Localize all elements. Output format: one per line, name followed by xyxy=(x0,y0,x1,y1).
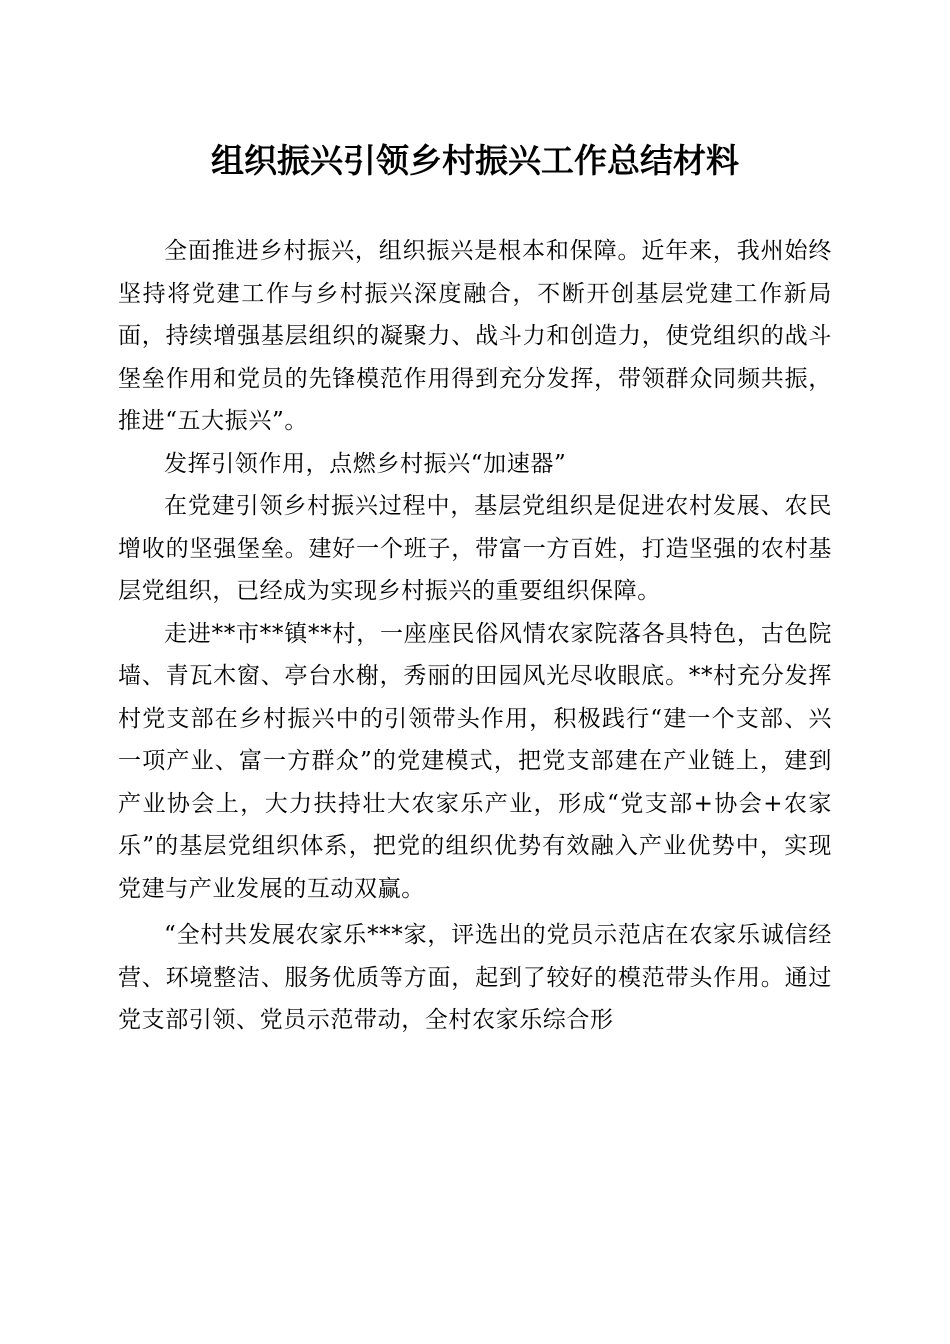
document-body xyxy=(118,230,832,1042)
paragraph-party-building: 在党建引领乡村振兴过程中，基层党组织是促进农村发展、农民增收的坚强堡垒。建好一个班子，带富一方百姓，打造坚强的农村基层党组织，已经成为实现乡村振兴的重要组织保障。 xyxy=(118,493,832,604)
paragraph-village-example: 走进**市**镇**村，一座座民俗风情农家院落各具特色，古色院墙、青瓦木窗、亭台水榭，秀丽的田园风光尽收眼底。**村充分发挥村党支部在乡村振兴中的引领带头作用，积极践行“建一个支部、兴一项产业、富一方群众”的党建模式，把党支部建在产业链上，建到产业协会上，大力扶持壮大农家乐产业，形成“党支部+协会+农家乐”的基层党组织体系，把党的组织优势有效融入产业优势中，实现党建与产业发展的互动双赢。 xyxy=(118,620,832,902)
paragraph-quote: “全村共发展农家乐***家，评选出的党员示范店在农家乐诚信经营、环境整洁、服务优质等方面，起到了较好的模范带头作用。通过党支部引领、党员示范带动，全村农家乐综合形 xyxy=(118,922,832,1033)
document-title: 组织振兴引领乡村振兴工作总结材料 xyxy=(211,141,739,180)
section-subheading: 发挥引领作用，点燃乡村振兴“加速器” xyxy=(164,450,567,477)
paragraph-intro: 全面推进乡村振兴，组织振兴是根本和保障。近年来，我州始终坚持将党建工作与乡村振兴深度融合，不断开创基层党建工作新局面，持续增强基层组织的凝聚力、战斗力和创造力，使党组织的战斗堡垒作用和党员的先锋模范作用得到充分发挥，带领群众同频共振，推进“五大振兴”。 xyxy=(118,238,832,434)
